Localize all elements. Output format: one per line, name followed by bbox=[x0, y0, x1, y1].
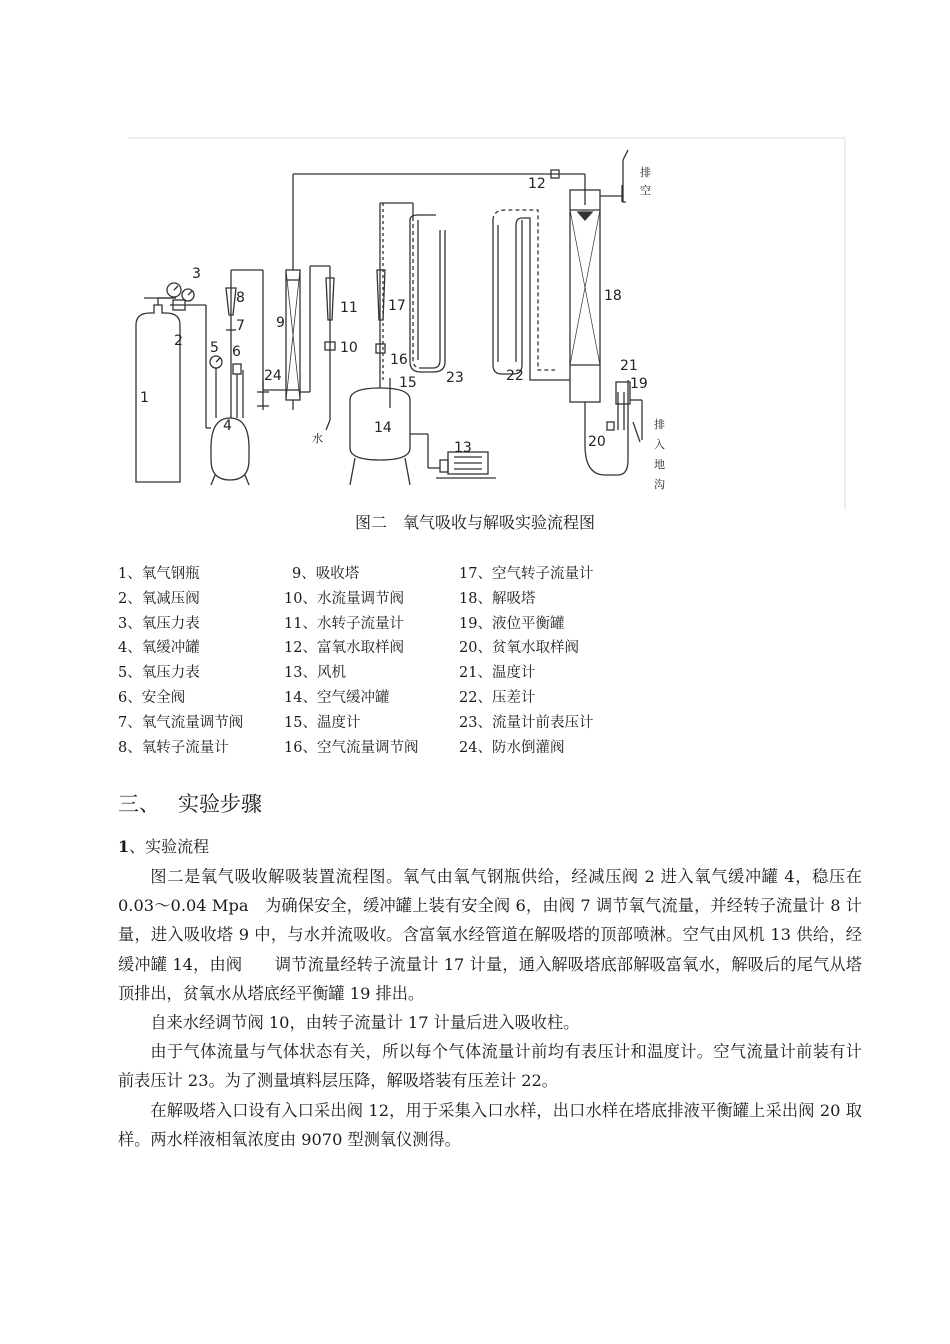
legend-item: 8、氧转子流量计 bbox=[118, 739, 229, 756]
label-18: 18 bbox=[604, 288, 622, 304]
section-number: 三、 bbox=[118, 792, 160, 816]
label-2: 2 bbox=[174, 333, 183, 349]
legend-item: 21、温度计 bbox=[459, 665, 536, 682]
label-19: 19 bbox=[630, 376, 648, 392]
legend-item: 17、空气转子流量计 bbox=[459, 566, 594, 582]
label-4: 4 bbox=[223, 418, 232, 434]
label-6: 6 bbox=[232, 344, 241, 360]
legend-item: 15、温度计 bbox=[284, 714, 361, 731]
label-9: 9 bbox=[276, 315, 285, 331]
paragraph: 图二是氧气吸收解吸装置流程图。氧气由氧气钢瓶供给，经减压阀 2 进入氧气缓冲罐 4，稳压在 0.03～0.04 Mpa 为确保安全，缓冲罐上装有安全阀 6，由阀 7 调节氧气流量，并经转子流量计 8 计量，进入吸收塔 9 中，与水并流吸收。含富氧水经管道在解吸塔的顶部喷淋。空气由风机 13 供给，经缓冲罐 14，由阀 调节流量经转子流量计 17 计量，通入解吸塔底部解吸富氧水，解吸后的尾气从塔顶排出，贫氧水从塔底经平衡罐 19 排出。 bbox=[118, 867, 862, 1003]
legend-column-2 bbox=[284, 562, 418, 760]
legend-item: 1、氧气钢瓶 bbox=[118, 566, 200, 582]
label-drain-1: 排 bbox=[654, 418, 665, 431]
label-10: 10 bbox=[340, 340, 358, 356]
subsection-title: 、实验流程 bbox=[129, 837, 210, 856]
legend-item: 7、氧气流量调节阀 bbox=[118, 714, 244, 731]
legend-column-3 bbox=[459, 562, 593, 760]
label-21: 21 bbox=[620, 358, 638, 374]
legend-item: 18、解吸塔 bbox=[459, 590, 536, 607]
label-drain-3: 地 bbox=[654, 458, 665, 471]
paragraph: 自来水经调节阀 10，由转子流量计 17 计量后进入吸收柱。 bbox=[150, 1013, 580, 1033]
legend-item: 10、水流量调节阀 bbox=[284, 590, 404, 607]
desorption-column bbox=[570, 190, 600, 402]
label-3: 3 bbox=[192, 266, 201, 282]
label-drain-2: 入 bbox=[654, 438, 665, 451]
label-7: 7 bbox=[236, 318, 245, 334]
legend-item: 24、防水倒灌阀 bbox=[459, 739, 565, 756]
figure-caption: 图二 氧气吸收与解吸实验流程图 bbox=[354, 513, 595, 532]
legend-item: 22、压差计 bbox=[459, 689, 536, 706]
label-12: 12 bbox=[528, 176, 546, 192]
flow-diagram bbox=[118, 130, 853, 520]
legend-item: 20、贫氧水取样阀 bbox=[459, 640, 579, 657]
paragraph: 在解吸塔入口设有入口采出阀 12，用于采集入口水样，出口水样在塔底排液平衡罐上采出阀 20 取样。两水样液相氧浓度由 9070 型测氧仪测得。 bbox=[118, 1100, 862, 1149]
label-14: 14 bbox=[374, 420, 392, 436]
label-vent-1: 排 bbox=[640, 166, 651, 179]
air-buffer-tank bbox=[350, 388, 410, 485]
legend-item: 11、水转子流量计 bbox=[284, 615, 404, 632]
paragraph: 由于气体流量与气体状态有关，所以每个气体流量计前均有表压计和温度计。空气流量计前装有计前表压计 23。为了测量填料层压降，解吸塔装有压差计 22。 bbox=[118, 1042, 862, 1091]
label-water: 水 bbox=[312, 432, 323, 445]
label-23: 23 bbox=[446, 370, 464, 386]
legend-item: 4、氧缓冲罐 bbox=[118, 640, 200, 657]
label-11: 11 bbox=[340, 300, 358, 316]
subsection-number: 1 bbox=[118, 837, 130, 856]
legend-item: 14、空气缓冲罐 bbox=[284, 689, 390, 706]
legend-item: 2、氧减压阀 bbox=[118, 590, 200, 607]
legend-item: 13、风机 bbox=[284, 665, 346, 682]
label-drain-4: 沟 bbox=[654, 478, 665, 491]
legend-item: 12、富氧水取样阀 bbox=[284, 640, 404, 657]
subsection-heading bbox=[118, 834, 209, 857]
label-24: 24 bbox=[264, 368, 282, 384]
label-15: 15 bbox=[399, 375, 417, 391]
label-20: 20 bbox=[588, 434, 606, 450]
body-text bbox=[118, 862, 862, 1154]
legend-item: 19、液位平衡罐 bbox=[459, 615, 565, 632]
legend-item: 23、流量计前表压计 bbox=[459, 714, 594, 731]
section-title: 实验步骤 bbox=[178, 792, 262, 816]
legend-column-1 bbox=[118, 562, 243, 760]
label-1: 1 bbox=[140, 390, 149, 406]
legend-item: 16、空气流量调节阀 bbox=[284, 739, 419, 756]
label-8: 8 bbox=[236, 290, 245, 306]
section-heading bbox=[118, 788, 280, 818]
legend-item: 3、氧压力表 bbox=[118, 615, 200, 632]
label-17: 17 bbox=[388, 298, 406, 314]
legend-item: 6、安全阀 bbox=[118, 689, 186, 706]
label-22: 22 bbox=[506, 368, 524, 384]
label-13: 13 bbox=[454, 440, 472, 456]
label-5: 5 bbox=[210, 340, 219, 356]
absorption-column bbox=[286, 270, 300, 400]
label-16: 16 bbox=[390, 352, 408, 368]
legend-item: 9、吸收塔 bbox=[292, 566, 360, 582]
legend-item: 5、氧压力表 bbox=[118, 665, 200, 682]
label-vent-2: 空 bbox=[640, 184, 651, 197]
